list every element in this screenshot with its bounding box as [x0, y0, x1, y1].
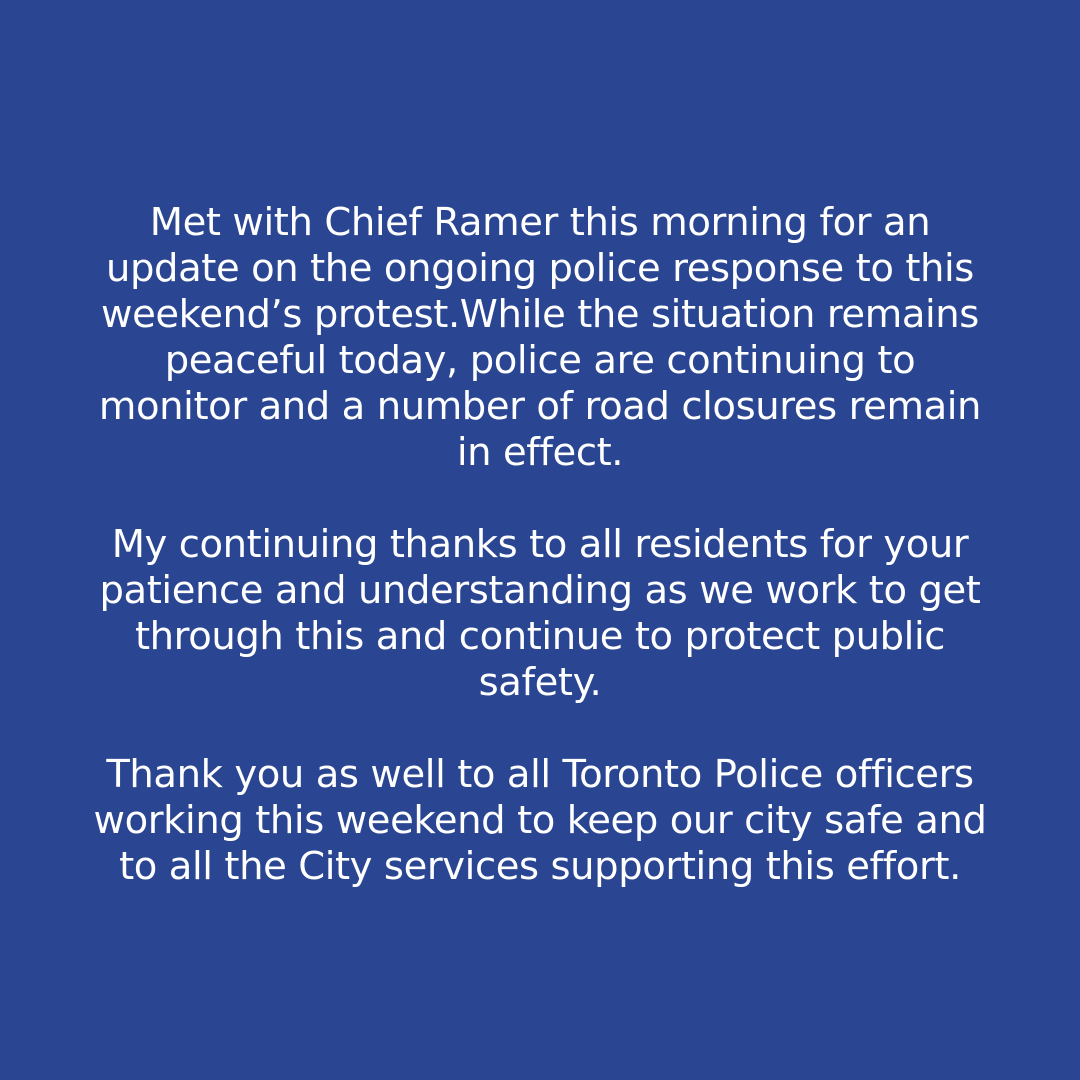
- paragraph-thanks-residents: My continuing thanks to all residents for your patience and understanding as we work to get through this and continue to protect public safety.: [99, 522, 981, 705]
- paragraph-police-update: Met with Chief Ramer this morning for an update on the ongoing police response to this weekend’s protest.While the situation remains peaceful today, police are continuing to monitor and a number of road closures remain in effect.: [98, 200, 982, 475]
- paragraph-thanks-officers: Thank you as well to all Toronto Police officers working this weekend to keep our city safe and to all the City services supporting this effort.: [93, 752, 987, 889]
- statement-text-block: [70, 200, 1010, 890]
